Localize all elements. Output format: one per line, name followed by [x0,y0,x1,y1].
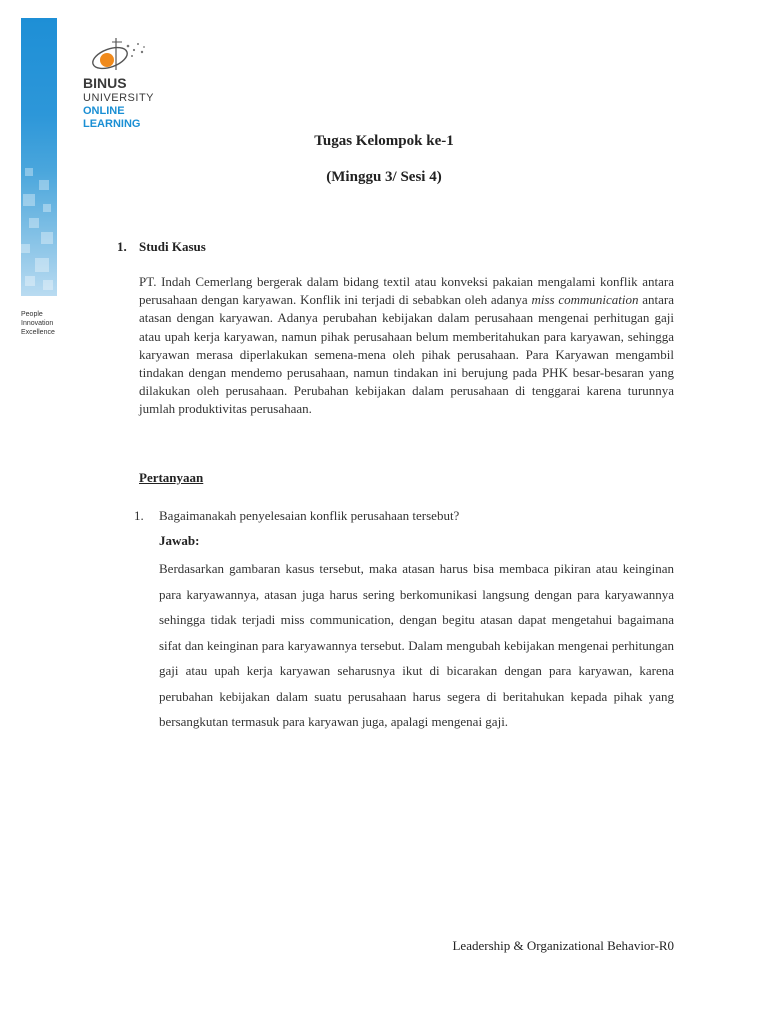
answer-paragraph: Berdasarkan gambaran kasus tersebut, maka atasan harus bisa membaca pikiran atau keinginan para karyawannya, atasan juga harus sering berkomunikasi langsung dengan para karyawannya sehingga tidak terjadi miss communication, dengan begitu atasan dapat mengetahui bagaimana sifat dan keinginan para karyawannya tersebut. Dalam mengubah kebijakan mengenai perhitungan gaji atau upah kerja karyawan seharusnya ikut di bicarakan dengan para karyawan, karena perubahan kebijakan dalam suatu perusahaan harus segera di beritahukan kepada pihak yang bersangkutan termasuk para karyawan juga, apalagi mengenai gaji. [159,561,674,729]
tagline-line: Excellence [21,329,55,336]
document-subtitle: (Minggu 3/ Sesi 4) [326,169,442,185]
logo-text-learning: LEARNING [83,118,141,130]
logo-text-online: ONLINE [83,105,125,117]
logo-text-binus: BINUS [83,75,127,91]
section-heading: Studi Kasus [139,239,206,254]
case-text-italic: miss communication [531,292,639,308]
tagline-line: People [21,311,43,318]
case-text-start: PT. Indah Cemerlang bergerak dalam bidang textil atau konveksi pakaian mengalami konflik antara perusahaan dengan karyawan. Konflik ini terjadi di sebabkan oleh adanya [139,274,674,308]
questions-heading: Pertanyaan [139,470,204,485]
question-text: Bagaimanakah penyelesaian konflik perusahaan tersebut? [159,508,460,523]
tagline [21,310,55,337]
case-paragraph [139,273,674,419]
case-text-end: antara atasan dengan karyawan. Adanya perubahan kebijakan dalam perusahaan mengenai perhitugan gaji atau upah kerja karyawan, namun pihak perusahaan belum memberitahukan para karyawan, sehingga karyawan merasa diperlakukan semena-mena oleh pihak perusahaan. Para Karyawan mengambil tindakan dengan mendemo perusahaan, namun tindakan ini berujung pada PHK besar-besaran yang dilakukan oleh perusahaan. Perubahan kebijakan dalam perusahaan di tenggarai karena turunnya jumlah produktivitas perusahaan. [139,292,674,417]
question-number: 1. [134,508,144,523]
logo-text-university: UNIVERSITY [83,92,155,104]
page-footer: Leadership & Organizational Behavior-R0 [452,938,674,953]
answer-label: Jawab: [159,533,200,548]
binus-logo [78,36,198,136]
section-number: 1. [117,239,127,254]
tagline-line: Innovation [21,320,54,327]
document-title: Tugas Kelompok ke-1 [314,133,454,149]
logo-mark-icon [86,36,156,76]
decorative-blue-strip [21,18,57,296]
